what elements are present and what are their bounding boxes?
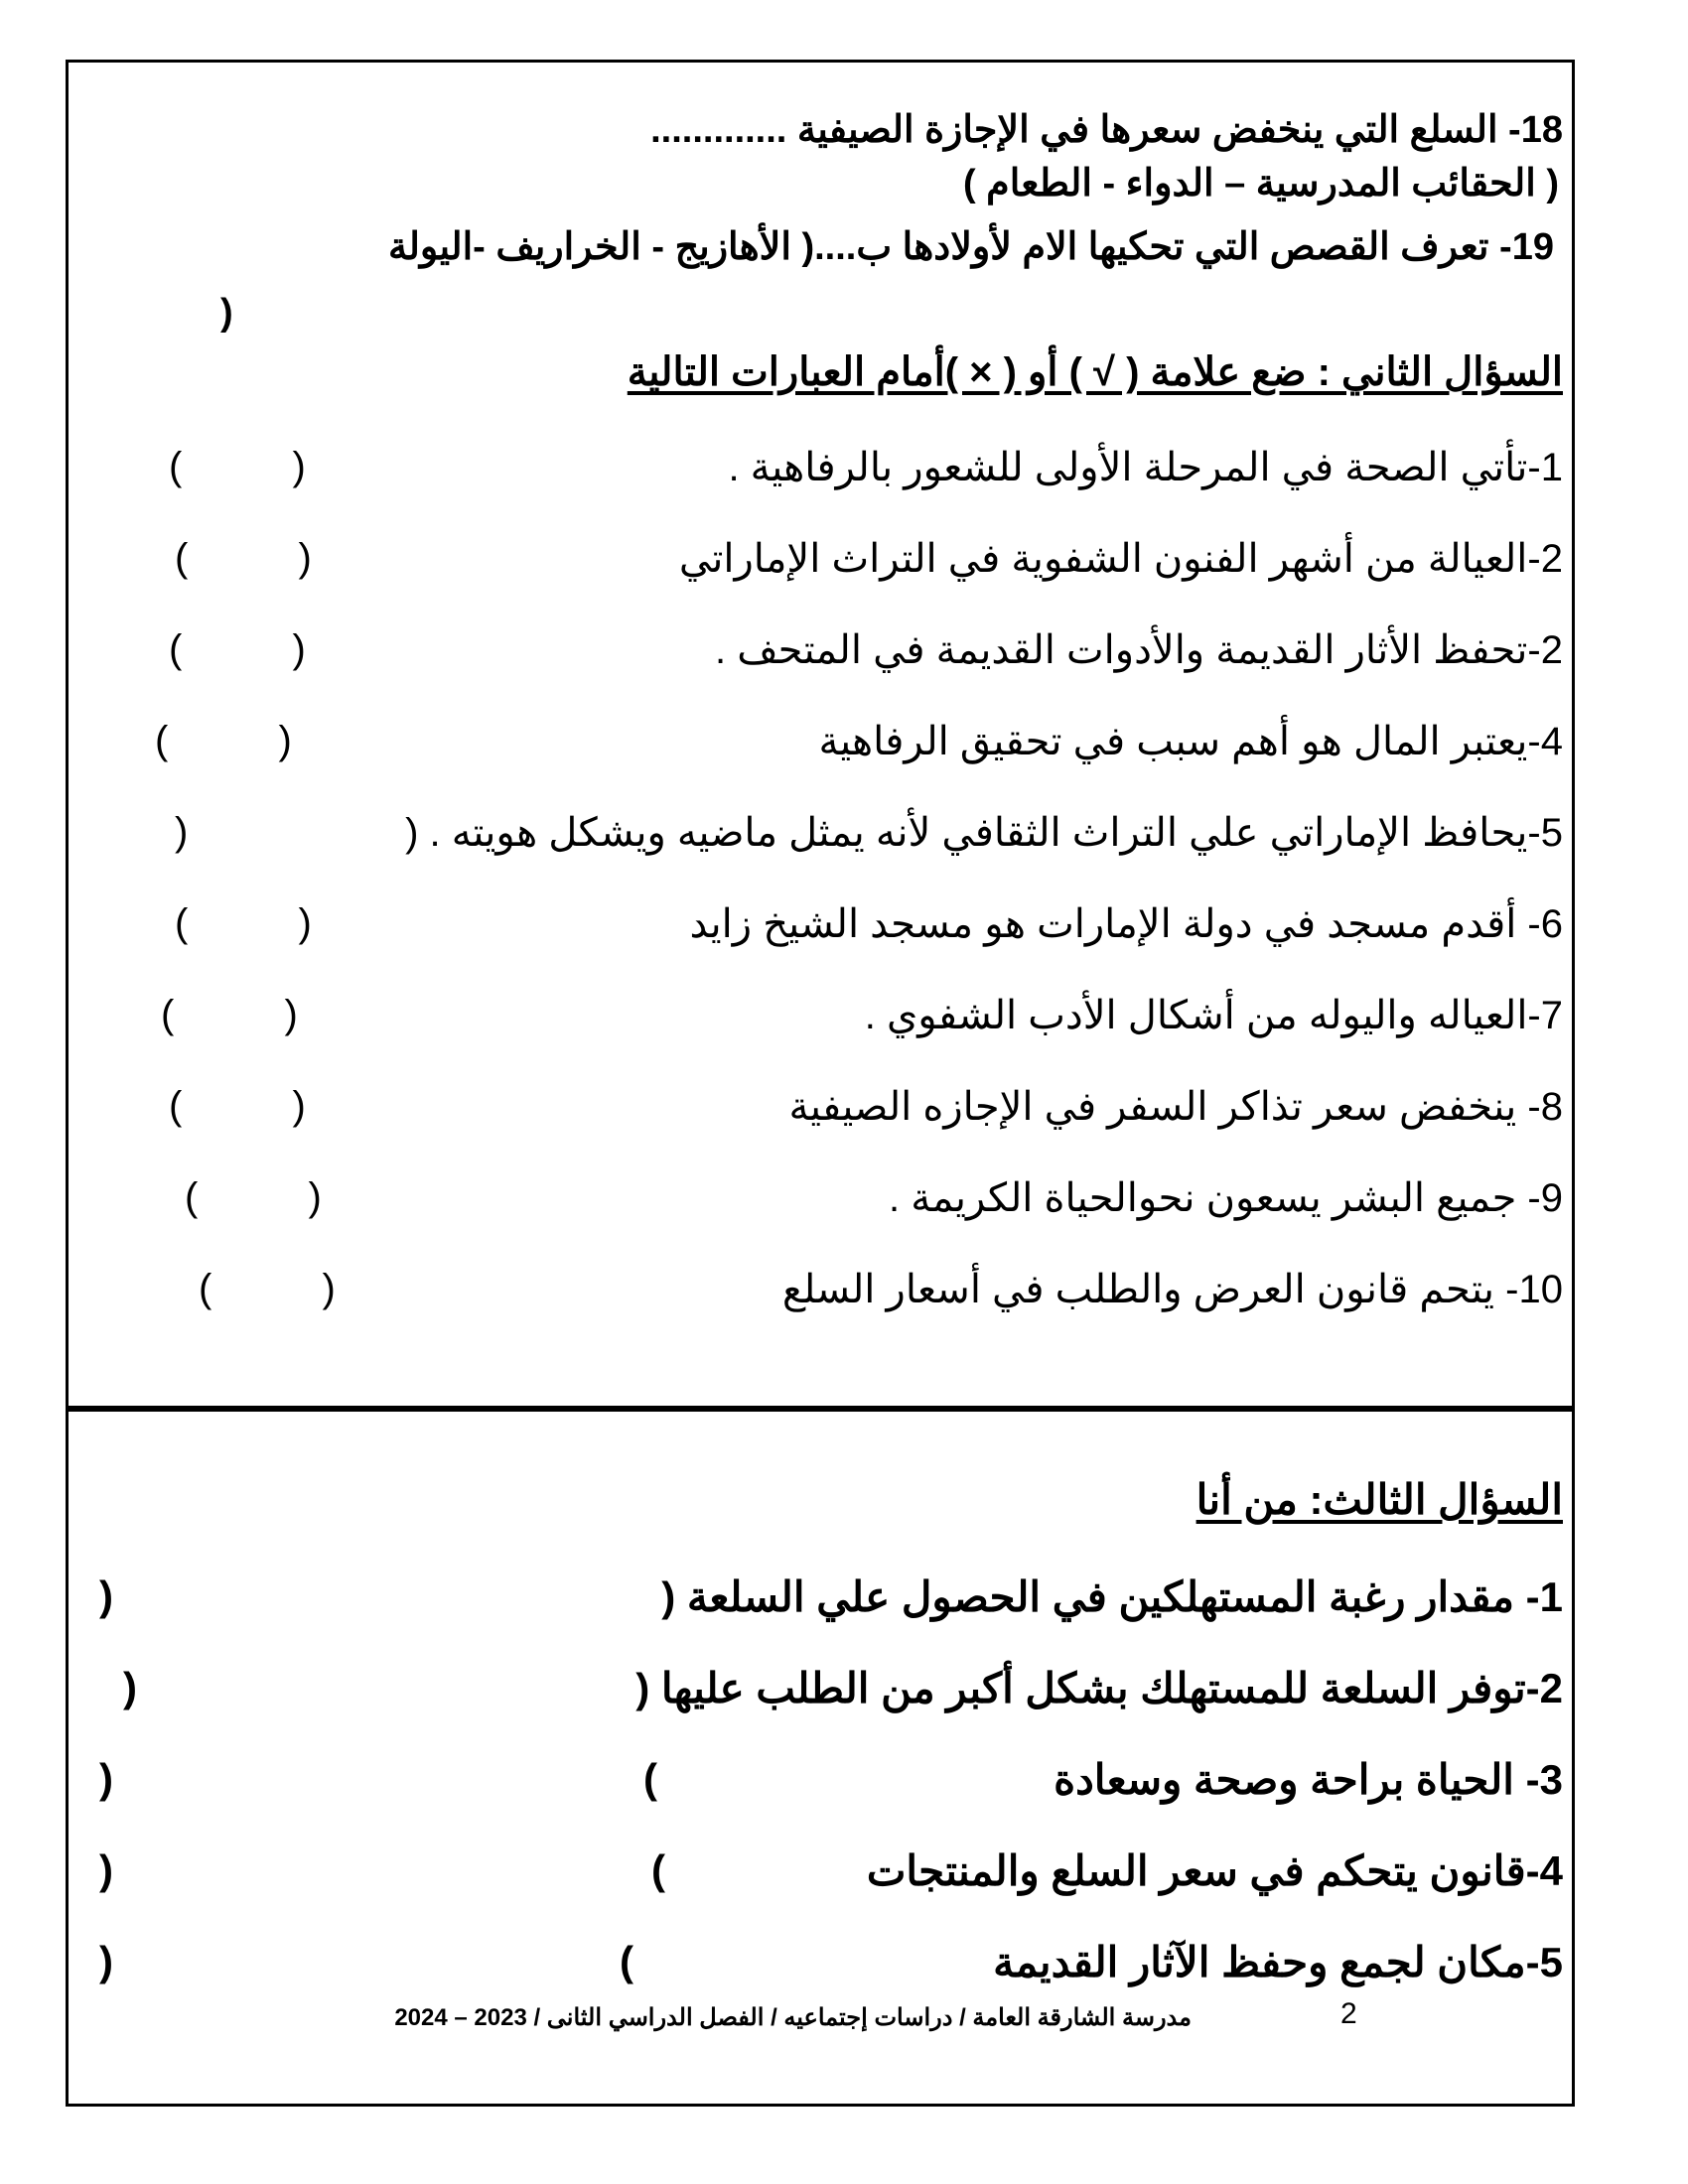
- footer-text: مدرسة الشارقة العامة / دراسات إجتماعيه / الفصل الدراسي الثانى / 2023 – 2024: [394, 2004, 1192, 2031]
- section-divider: [66, 1406, 1575, 1412]
- tf-item-9: 9- جميع البشر يسعون نحوالحياة الكريمة .: [889, 1176, 1563, 1220]
- section-2-heading: السؤال الثاني : ضع علامة ( √ ) أو ( × )أمام العبارات التالية: [627, 350, 1563, 394]
- tf-answer-10[interactable]: ( ): [199, 1267, 336, 1310]
- tf-item-6: 6- أقدم مسجد في دولة الإمارات هو مسجد الشيخ زايد: [689, 902, 1563, 946]
- who-am-i-open-4: (: [651, 1846, 665, 1893]
- tf-answer-6[interactable]: ( ): [175, 901, 312, 945]
- tf-item-7: 7-العياله واليوله من أشكال الأدب الشفوي .: [864, 994, 1563, 1037]
- tf-item-2: 2-العيالة من أشهر الفنون الشفوية في التراث الإماراتي: [678, 537, 1563, 581]
- question-18: 18- السلع التي ينخفض سعرها في الإجازة الصيفية .............: [650, 109, 1563, 151]
- tf-item-10: 10- يتحم قانون العرض والطلب في أسعار السلع: [781, 1268, 1563, 1311]
- page-number: 2: [1340, 1997, 1357, 2030]
- question-19-close-paren: ): [220, 292, 233, 334]
- who-am-i-item-4: 4-قانون يتحكم في سعر السلع والمنتجات: [866, 1847, 1563, 1894]
- tf-answer-2[interactable]: ( ): [175, 536, 312, 580]
- question-19: 19- تعرف القصص التي تحكيها الام لأولادها ب....( الأهازيج - الخراريف -اليولة: [387, 226, 1554, 268]
- tf-item-5: 5-يحافظ الإماراتي علي التراث الثقافي لأنه يمثل ماضيه ويشكل هويته . (: [405, 811, 1563, 855]
- tf-answer-1[interactable]: ( ): [169, 445, 306, 488]
- tf-answer-5[interactable]: ): [175, 810, 189, 854]
- who-am-i-answer-4[interactable]: ): [99, 1846, 113, 1893]
- section-3-heading: السؤال الثالث: من أنا: [1196, 1476, 1563, 1523]
- tf-answer-3[interactable]: ( ): [169, 627, 306, 671]
- tf-answer-9[interactable]: ( ): [185, 1175, 322, 1219]
- tf-answer-7[interactable]: ( ): [161, 993, 298, 1036]
- tf-item-4: 4-يعتبر المال هو أهم سبب في تحقيق الرفاهية: [818, 720, 1563, 763]
- who-am-i-answer-3[interactable]: ): [99, 1755, 113, 1802]
- who-am-i-answer-5[interactable]: ): [99, 1938, 113, 1984]
- who-am-i-open-3: (: [643, 1755, 657, 1802]
- who-am-i-item-5: 5-مكان لجمع وحفظ الآثار القديمة: [993, 1939, 1563, 1985]
- who-am-i-item-1: 1- مقدار رغبة المستهلكين في الحصول علي السلعة (: [661, 1573, 1563, 1620]
- who-am-i-open-5: (: [620, 1938, 633, 1984]
- tf-answer-4[interactable]: ( ): [155, 719, 292, 762]
- question-18-options: ( الحقائب المدرسية – الدواء - الطعام ): [962, 163, 1559, 205]
- tf-answer-8[interactable]: ( ): [169, 1084, 306, 1128]
- tf-item-8: 8- ينخفض سعر تذاكر السفر في الإجازه الصيفية: [788, 1085, 1563, 1129]
- who-am-i-item-3: 3- الحياة براحة وصحة وسعادة: [1054, 1756, 1563, 1803]
- who-am-i-item-2: 2-توفر السلعة للمستهلك بشكل أكبر من الطلب عليها (: [635, 1665, 1563, 1711]
- tf-item-1: 1-تأتي الصحة في المرحلة الأولى للشعور بالرفاهية .: [728, 446, 1563, 489]
- tf-item-3: 2-تحفظ الأثار القديمة والأدوات القديمة في المتحف .: [715, 628, 1563, 672]
- who-am-i-answer-2[interactable]: ): [123, 1664, 137, 1710]
- who-am-i-answer-1[interactable]: ): [99, 1572, 113, 1619]
